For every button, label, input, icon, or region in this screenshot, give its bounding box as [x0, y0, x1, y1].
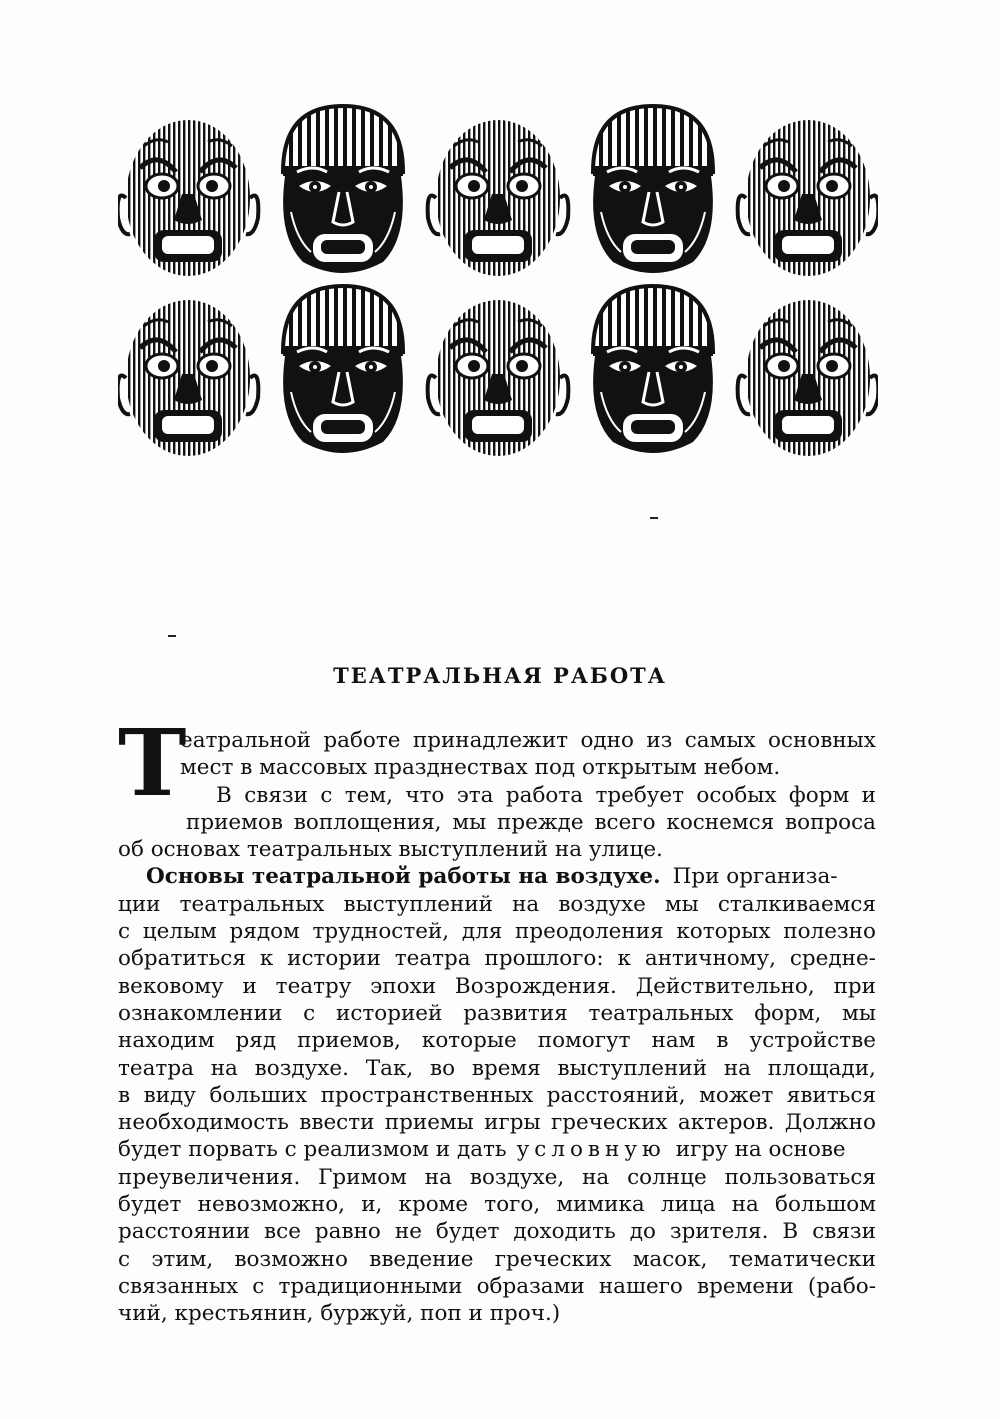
article-body [118, 709, 876, 1328]
word: В [782, 1219, 799, 1245]
word: расстояний, [546, 1082, 686, 1108]
word: площади, [767, 1055, 876, 1081]
word: игры [484, 1110, 541, 1136]
word: театра [394, 946, 471, 972]
word: к [617, 946, 631, 972]
word: рядом [229, 919, 300, 945]
word: доходить [513, 1219, 616, 1245]
word: преодоления [515, 919, 664, 945]
word: при [833, 973, 876, 999]
word: особых [696, 782, 777, 808]
text-line: мест в массовых празднествах под открытым небом. [180, 755, 781, 781]
drop-cap-letter: Т [118, 709, 187, 817]
word: связи [244, 782, 308, 808]
word: историей [336, 1000, 443, 1026]
word: воздухе. [254, 1055, 349, 1081]
text-line [118, 1191, 876, 1218]
word: воздухе, [469, 1164, 565, 1190]
word: на [582, 1164, 610, 1190]
word: кроме [398, 1192, 469, 1218]
theatre-masks-illustration [118, 100, 878, 460]
word: введение [369, 1246, 474, 1272]
word: воплощения, [293, 809, 442, 835]
print-speck [650, 517, 658, 519]
word: связанных [118, 1273, 239, 1299]
word: принадлежит [412, 728, 569, 753]
word: ции [118, 891, 161, 917]
word: сталкиваемся [717, 891, 876, 917]
text-line [118, 973, 876, 1000]
word: мы [842, 1000, 876, 1026]
word: обратиться [118, 946, 246, 972]
text-line [118, 1000, 876, 1027]
word: воздухе [558, 891, 646, 917]
section-heading: Основы театральной работы на воздухе. [146, 864, 661, 890]
word: зрителя. [669, 1219, 769, 1245]
word: приемов [186, 809, 283, 835]
word: вопроса [785, 809, 876, 835]
word: тематически [728, 1246, 876, 1272]
word: пространственных [320, 1082, 534, 1108]
word: расстоянии [118, 1219, 251, 1245]
word: пользоваться [724, 1164, 876, 1190]
word: ввести [299, 1110, 375, 1136]
word: театру [275, 973, 352, 999]
word: помогут [537, 1028, 631, 1054]
word: во [430, 1055, 456, 1081]
word: выступлений [343, 891, 494, 917]
word: больших [209, 1082, 308, 1108]
word: Возрождения. [454, 973, 617, 999]
text-line [118, 1027, 876, 1054]
word: на [424, 1164, 452, 1190]
text-line [118, 1273, 876, 1300]
word: театра [118, 1055, 194, 1081]
word: требует [595, 782, 685, 808]
text-line [118, 1218, 876, 1245]
word: устройстве [749, 1028, 876, 1054]
word: истории [287, 946, 381, 972]
word: мы [452, 809, 487, 835]
masks-woodcut-image [118, 100, 878, 460]
word: греческих [494, 1246, 612, 1272]
word: основных [767, 728, 876, 753]
word: из [646, 728, 673, 753]
word: с [118, 1246, 131, 1272]
word: традиционными [278, 1273, 463, 1299]
word: нам [651, 1028, 696, 1054]
word: в [118, 1082, 131, 1108]
word: возможно [234, 1246, 348, 1272]
word: того, [484, 1192, 541, 1218]
text-line [118, 918, 876, 945]
word: работа [505, 782, 584, 808]
word: что [405, 782, 445, 808]
print-speck [168, 635, 176, 637]
word: одно [580, 728, 634, 753]
word: до [629, 1219, 656, 1245]
word: в [716, 1028, 729, 1054]
text-line [118, 1109, 876, 1136]
word: актеров. [677, 1110, 775, 1136]
text-line [118, 782, 876, 809]
word: трудностей, [312, 919, 450, 945]
word: может [699, 1082, 774, 1108]
word: на [512, 891, 540, 917]
word: ознакомлении [118, 1000, 283, 1026]
word: эта [456, 782, 494, 808]
text-line [118, 809, 876, 836]
word: невозможно, [197, 1192, 346, 1218]
word: будет [435, 1219, 500, 1245]
text-line [118, 1164, 876, 1191]
word: и, [361, 1192, 383, 1218]
text-line: чий, крестьянин, буржуй, поп и проч.) [118, 1301, 561, 1327]
word: вековому [118, 973, 224, 999]
text-line [118, 727, 876, 754]
text-line: Основы театральной работы на воздухе. При организа- [146, 864, 838, 890]
text-line [118, 945, 876, 972]
word: не [394, 1219, 422, 1245]
word: мы [664, 891, 699, 917]
text-line [118, 1246, 876, 1273]
word: коснемся [666, 809, 775, 835]
word: средне- [789, 946, 876, 972]
word: которых [676, 919, 771, 945]
word: которые [421, 1028, 517, 1054]
word: приемы [384, 1110, 474, 1136]
word: прежде [497, 809, 584, 835]
word: масок, [632, 1246, 708, 1272]
text-line [118, 1082, 876, 1109]
word: Должно [784, 1110, 876, 1136]
word: и [242, 973, 257, 999]
word: преувеличения. [118, 1164, 301, 1190]
text-line [118, 891, 876, 918]
word: все [264, 1219, 301, 1245]
word: для [461, 919, 503, 945]
word: эпохи [370, 973, 437, 999]
word: нашего [598, 1273, 683, 1299]
word: (рабо- [807, 1273, 876, 1299]
text-line: будет порвать с реализмом и дать условную игру на основе [118, 1137, 846, 1163]
word: театральных [179, 891, 325, 917]
word: всего [594, 809, 656, 835]
word: находим [118, 1028, 215, 1054]
word: форм, [754, 1000, 822, 1026]
word: приемов, [297, 1028, 401, 1054]
word: время [471, 1055, 541, 1081]
word: явиться [786, 1082, 876, 1108]
word: целым [142, 919, 217, 945]
word: форм [788, 782, 850, 808]
word: с [252, 1273, 265, 1299]
word: развития [463, 1000, 568, 1026]
word: на [731, 1192, 759, 1218]
word: греческих [550, 1110, 668, 1136]
word: самых [684, 728, 756, 753]
word: виду [143, 1082, 196, 1108]
word: В [216, 782, 232, 808]
word: большом [775, 1192, 876, 1218]
word: тем, [344, 782, 393, 808]
word: с [118, 919, 131, 945]
word: античному, [644, 946, 776, 972]
text-line [118, 1055, 876, 1082]
text-line: об основах театральных выступлений на улице. [118, 837, 663, 863]
word: с [303, 1000, 316, 1026]
word: к [259, 946, 274, 972]
word: времени [697, 1273, 794, 1299]
word: работе [323, 728, 401, 753]
word: лица [660, 1192, 716, 1218]
emphasized-word: условную [516, 1137, 666, 1163]
word: выступлений [557, 1055, 708, 1081]
word: Гримом [318, 1164, 407, 1190]
word: связи [812, 1219, 876, 1245]
word: солнце [627, 1164, 707, 1190]
word: равно [314, 1219, 381, 1245]
page-title: ТЕАТРАЛЬНАЯ РАБОТА [333, 663, 667, 688]
word: образами [476, 1273, 585, 1299]
word: Действительно, [635, 973, 815, 999]
word: на [723, 1055, 751, 1081]
word: этим, [151, 1246, 214, 1272]
word: ряд [235, 1028, 277, 1054]
word: еатральной [180, 728, 311, 753]
word: и [861, 782, 876, 808]
word: будет [118, 1192, 182, 1218]
word: необходимость [118, 1110, 289, 1136]
word: с [320, 782, 333, 808]
word: мимика [556, 1192, 645, 1218]
word: театральных [588, 1000, 734, 1026]
word: прошлого: [484, 946, 604, 972]
word: Так, [365, 1055, 414, 1081]
word: на [210, 1055, 238, 1081]
word: полезно [783, 919, 876, 945]
